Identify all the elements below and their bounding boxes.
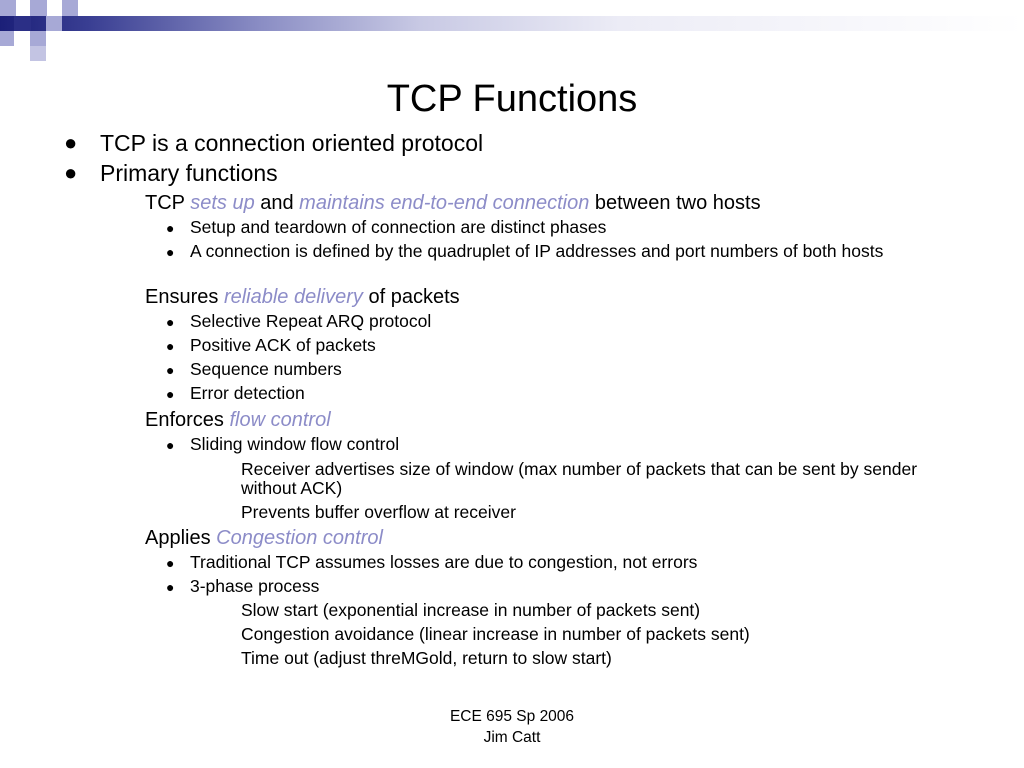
decor-square (30, 46, 46, 61)
highlight-text: maintains end-to-end connection (299, 192, 590, 214)
section-text: TCP (145, 192, 191, 214)
list-item: Setup and teardown of connection are distinct phases (190, 217, 607, 237)
footer-author: Jim Catt (483, 729, 541, 746)
section-heading (145, 286, 460, 308)
decor-square (30, 31, 46, 46)
list-item: Selective Repeat ARQ protocol (190, 311, 432, 331)
sub-list-item: Time out (adjust threMGold, return to slow start) (241, 648, 612, 668)
list-item: Error detection (190, 383, 305, 403)
decor-square (62, 0, 78, 16)
bullet-dot-icon: ● (64, 160, 78, 185)
slide-footer (0, 706, 1024, 748)
list-item: Traditional TCP assumes losses are due to congestion, not errors (190, 552, 698, 572)
list-item: Positive ACK of packets (190, 335, 376, 355)
bullet-dot-icon: ● (166, 386, 175, 402)
decor-square (14, 16, 31, 31)
section-text: Ensures (145, 286, 224, 308)
sub-list-item: Receiver advertises size of window (max number of packets that can be sent by sender without ACK) (241, 459, 918, 498)
bullet-dot-icon: ● (166, 579, 175, 595)
section-text: Applies (145, 527, 217, 549)
sub-list-item: Prevents buffer overflow at receiver (241, 502, 516, 522)
highlight-text: Congestion control (216, 527, 383, 549)
section-heading (145, 192, 761, 214)
list-item: Sliding window flow control (190, 434, 400, 454)
sub-list-item: Slow start (exponential increase in number of packets sent) (241, 600, 701, 620)
highlight-text: sets up (190, 192, 255, 214)
bullet-text: Primary functions (100, 160, 278, 186)
list-item: 3-phase process (190, 576, 320, 596)
bullet-dot-icon: ● (166, 338, 175, 354)
highlight-text: flow control (229, 409, 331, 431)
highlight-text: reliable delivery (223, 286, 363, 308)
sub-list-item: Congestion avoidance (linear increase in number of packets sent) (241, 624, 750, 644)
bullet-dot-icon: ● (166, 314, 175, 330)
section-text: Enforces (145, 409, 230, 431)
decor-square (46, 16, 62, 31)
slide-title: TCP Functions (386, 78, 638, 120)
bullet-dot-icon: ● (166, 244, 175, 260)
section-text: between two hosts (589, 192, 761, 214)
bullet-dot-icon: ● (166, 555, 175, 571)
section-heading (145, 409, 331, 431)
footer-course: ECE 695 Sp 2006 (449, 708, 575, 725)
list-item: Sequence numbers (190, 359, 342, 379)
gradient-bar (0, 16, 1024, 31)
bullet-text: TCP is a connection oriented protocol (100, 130, 484, 156)
bullet-dot-icon: ● (166, 362, 175, 378)
bullet-dot-icon: ● (64, 130, 78, 155)
decor-square (0, 31, 14, 46)
bullet-dot-icon: ● (166, 437, 175, 453)
section-text: and (254, 192, 300, 214)
list-item: A connection is defined by the quadruplet of IP addresses and port numbers of both hosts (190, 241, 884, 261)
section-heading (145, 527, 383, 549)
decor-square (0, 0, 16, 16)
decor-square (30, 0, 47, 16)
bullet-dot-icon: ● (166, 220, 175, 236)
section-text: of packets (362, 286, 460, 308)
